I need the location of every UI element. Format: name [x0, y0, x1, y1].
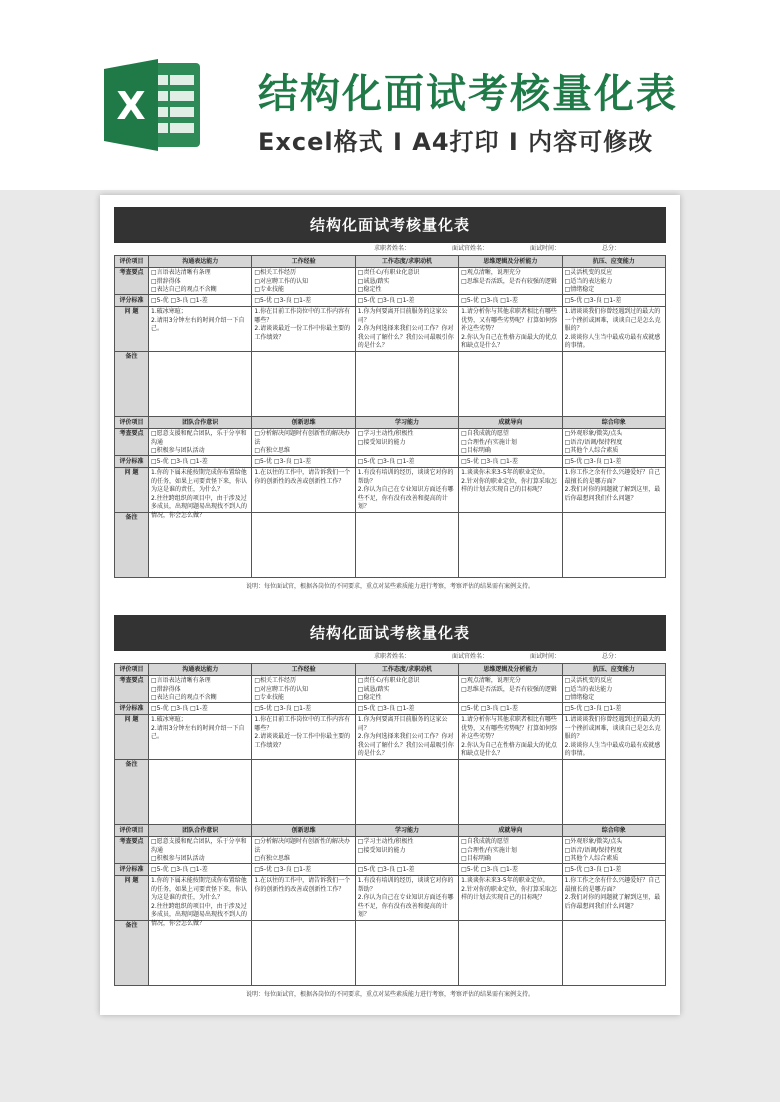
standard-cell[interactable]: □5-优 □3-良 □1-差 [149, 295, 252, 307]
question-cell: 1.请分析你与其他求职者相比有哪些优势，又有哪些劣势呢？打算如何弥补这些劣势？ 2.你认为自己在性格方面最大的优点和缺点是什么？ [461, 716, 558, 757]
question-row [115, 468, 666, 513]
label-item: 评价项目 [115, 825, 149, 837]
label-remark: 备注 [115, 760, 149, 825]
remark-cell[interactable] [562, 352, 665, 417]
points-cell: □愿意支援和配合团队，乐于分享和沟通 □积极参与团队活动 [151, 838, 247, 862]
label-remark: 备注 [115, 513, 149, 578]
label-remark: 备注 [115, 921, 149, 986]
standard-cell[interactable]: □5-优 □3-良 □1-差 [252, 456, 355, 468]
label-points: 考查要点 [115, 837, 149, 864]
question-cell: 1.在以往的工作中，请告诉我们一个你的创新性的改善或创新性工作？ [254, 877, 351, 893]
header-row [115, 664, 666, 676]
points-cell: □责任心/有职业化意识 □诚恳/踏实 □稳定性 [357, 677, 420, 701]
banner [0, 0, 780, 190]
column-header: 抗压、应变能力 [562, 256, 665, 268]
interviewer-name-label: 面试官姓名： [451, 245, 488, 252]
label-question: 问 题 [115, 876, 149, 921]
points-cell: □学习主动性/积极性 □接受知识的能力 [357, 430, 414, 446]
column-header: 抗压、应变能力 [562, 664, 665, 676]
column-header: 工作经验 [252, 664, 355, 676]
document-page [100, 195, 680, 1015]
interview-time-label: 面试时间： [529, 653, 560, 660]
remark-cell[interactable] [355, 352, 458, 417]
evaluation-table [114, 663, 666, 986]
label-points: 考查要点 [115, 676, 149, 703]
column-header: 综合印象 [562, 825, 665, 837]
remark-cell[interactable] [562, 921, 665, 986]
question-cell: 1.谈谈你未来3-5年的职业定位。 2.针对你的职业定位，你打算采取怎样的计划去实现自己的目标呢？ [461, 469, 557, 493]
standard-cell[interactable]: □5-优 □3-良 □1-差 [355, 456, 458, 468]
points-cell: □学习主动性/积极性 □接受知识的能力 [357, 838, 414, 854]
column-header: 工作态度/求职动机 [355, 256, 458, 268]
label-question: 问 题 [115, 468, 149, 513]
question-cell: 1.你的下属未能按期完成你布置给他的任务，如果上司要责怪下来，你认为这是谁的责任，为什么？ 2.往往跨组织的项目中，由于涉及过多成员，出现问题易出现找不到人的情况，你会怎么做？ [151, 877, 248, 927]
question-cell: 1.你工作之余有什么兴趣爱好？自己最擅长的是哪方面？ 2.我们对你的问题就了解到这里，最后你最想问我们什么问题？ [564, 469, 661, 502]
standard-cell[interactable]: □5-优 □3-良 □1-差 [252, 864, 355, 876]
points-cell: □灵活机变的反应 □适当的表达能力 □情绪稳定 [564, 269, 613, 293]
column-header: 成就导向 [459, 825, 562, 837]
question-cell: 1.你在目前工作岗位中的工作内容有哪些？ 2.请谈谈最近一份工作中你最主要的工作绩效？ [254, 716, 351, 749]
label-points: 考查要点 [115, 268, 149, 295]
column-header: 团队合作意识 [149, 417, 252, 429]
column-header: 思维逻辑及分析能力 [459, 256, 562, 268]
remark-cell[interactable] [459, 352, 562, 417]
remark-cell[interactable] [149, 352, 252, 417]
standard-row [115, 703, 666, 715]
banner-title: 结构化面试考核量化表 [258, 71, 678, 117]
label-item: 评价项目 [115, 417, 149, 429]
standard-cell[interactable]: □5-优 □3-良 □1-差 [355, 864, 458, 876]
points-cell: □观点清晰，说理充分 □思维是否活跃，是否有较强的逻辑 [461, 269, 557, 285]
question-cell: 1.请谈谈我们你曾经遇到过的最大的一个挫折或困难，谈谈自己是怎么克服的？ 2.谈谈你人生当中最成功最有成就感的事情。 [564, 716, 661, 757]
question-cell: 1.你的下属未能按期完成你布置给他的任务，如果上司要责怪下来，你认为这是谁的责任，为什么？ 2.往往跨组织的项目中，由于涉及过多成员，出现问题易出现找不到人的情况，你会怎么做？ [151, 469, 248, 519]
form-meta [114, 243, 666, 255]
standard-row [115, 456, 666, 468]
total-score-label: 总分： [601, 653, 620, 660]
standard-cell[interactable]: □5-优 □3-良 □1-差 [562, 295, 665, 307]
remark-cell[interactable] [149, 760, 252, 825]
form-note: 说明：每位面试官，根据各岗位的不同要求，重点对某些素质能力进行考察，考察评估的结果需有案例支持。 [245, 991, 534, 998]
remark-cell[interactable] [252, 352, 355, 417]
label-remark: 备注 [115, 352, 149, 417]
points-cell: □观点清晰，说理充分 □思维是否活跃，是否有较强的逻辑 [461, 677, 557, 693]
header-row [115, 256, 666, 268]
question-row [115, 715, 666, 760]
column-header: 工作经验 [252, 256, 355, 268]
question-cell: 1.破冰寒暄； 2.请用3分钟左右的时间介绍一下自己。 [151, 716, 245, 740]
form-title: 结构化面试考核量化表 [114, 207, 666, 243]
question-cell: 1.有没有培训的经历，谈谈它对你的帮助？ 2.你认为自己在专业知识方面还有哪些不足，你有没有改善和提高的计划？ [357, 469, 454, 510]
remark-row [115, 921, 666, 986]
interview-form [114, 207, 666, 590]
standard-cell[interactable]: □5-优 □3-良 □1-差 [252, 295, 355, 307]
remark-cell[interactable] [562, 513, 665, 578]
standard-cell[interactable]: □5-优 □3-良 □1-差 [562, 864, 665, 876]
label-question: 问 题 [115, 307, 149, 352]
question-cell: 1.有没有培训的经历，谈谈它对你的帮助？ 2.你认为自己在专业知识方面还有哪些不足，你有没有改善和提高的计划？ [357, 877, 454, 918]
standard-cell[interactable]: □5-优 □3-良 □1-差 [562, 456, 665, 468]
standard-cell[interactable]: □5-优 □3-良 □1-差 [459, 295, 562, 307]
column-header: 沟通表达能力 [149, 664, 252, 676]
remark-cell[interactable] [252, 921, 355, 986]
remark-row [115, 513, 666, 578]
points-cell: □言语表达清晰有条理 □措辞得体 □表达自己的观点不含糊 [151, 269, 217, 293]
question-cell: 1.请分析你与其他求职者相比有哪些优势，又有哪些劣势呢？打算如何弥补这些劣势？ 2.你认为自己在性格方面最大的优点和缺点是什么？ [461, 308, 558, 349]
question-cell: 1.你为何要离开目前服务的这家公司？ 2.你为何选择来我们公司工作？你对我公司了解什么？我们公司最吸引你的是什么？ [357, 308, 454, 349]
remark-cell[interactable] [459, 760, 562, 825]
column-header: 思维逻辑及分析能力 [459, 664, 562, 676]
points-cell: □分析解决问题时有创新性的解决办法 □有独立思维 [254, 430, 351, 454]
label-item: 评价项目 [115, 256, 149, 268]
standard-row [115, 295, 666, 307]
label-question: 问 题 [115, 715, 149, 760]
question-cell: 1.你为何要离开目前服务的这家公司？ 2.你为何选择来我们公司工作？你对我公司了解什么？我们公司最吸引你的是什么？ [357, 716, 454, 757]
question-cell: 1.请谈谈我们你曾经遇到过的最大的一个挫折或困难，谈谈自己是怎么克服的？ 2.谈谈你人生当中最成功最有成就感的事情。 [564, 308, 661, 349]
remark-cell[interactable] [355, 513, 458, 578]
excel-icon [100, 55, 205, 155]
question-cell: 1.你工作之余有什么兴趣爱好？自己最擅长的是哪方面？ 2.我们对你的问题就了解到这里，最后你最想问我们什么问题？ [564, 877, 661, 910]
banner-subtitle: Excel格式 Ⅰ A4打印 Ⅰ 内容可修改 [258, 128, 654, 156]
form-meta [114, 651, 666, 663]
column-header: 学习能力 [355, 825, 458, 837]
label-standard: 评分标准 [115, 456, 149, 468]
points-cell: □相关工作经历 □对应聘工作的认知 □专业技能 [254, 677, 309, 701]
standard-cell[interactable]: □5-优 □3-良 □1-差 [149, 864, 252, 876]
remark-cell[interactable] [562, 760, 665, 825]
column-header: 工作态度/求职动机 [355, 664, 458, 676]
points-row [115, 837, 666, 864]
candidate-name-label: 求职者姓名： [373, 245, 410, 252]
standard-cell[interactable]: □5-优 □3-良 □1-差 [149, 456, 252, 468]
points-cell: □自我成就的愿望 □合理性/有实施计划 □目标明确 [461, 838, 517, 862]
question-cell: 1.破冰寒暄； 2.请用3分钟左右的时间介绍一下自己。 [151, 308, 245, 332]
interview-form [114, 615, 666, 998]
standard-cell[interactable]: □5-优 □3-良 □1-差 [355, 295, 458, 307]
label-points: 考查要点 [115, 429, 149, 456]
remark-cell[interactable] [149, 513, 252, 578]
form-note: 说明：每位面试官，根据各岗位的不同要求，重点对某些素质能力进行考察，考察评估的结果需有案例支持。 [245, 583, 534, 590]
column-header: 综合印象 [562, 417, 665, 429]
label-standard: 评分标准 [115, 295, 149, 307]
remark-cell[interactable] [459, 921, 562, 986]
excel-icon-letter: X [116, 84, 146, 128]
header-row [115, 825, 666, 837]
remark-cell[interactable] [149, 921, 252, 986]
points-cell: □自我成就的愿望 □合理性/有实施计划 □目标明确 [461, 430, 517, 454]
points-row [115, 676, 666, 703]
standard-cell[interactable]: □5-优 □3-良 □1-差 [252, 703, 355, 715]
points-row [115, 429, 666, 456]
column-header: 创新思维 [252, 825, 355, 837]
remark-row [115, 760, 666, 825]
remark-row [115, 352, 666, 417]
remark-cell[interactable] [355, 760, 458, 825]
question-cell: 1.在以往的工作中，请告诉我们一个你的创新性的改善或创新性工作？ [254, 469, 351, 485]
column-header: 成就导向 [459, 417, 562, 429]
standard-cell[interactable]: □5-优 □3-良 □1-差 [355, 703, 458, 715]
header-row [115, 417, 666, 429]
standard-cell[interactable]: □5-优 □3-良 □1-差 [459, 703, 562, 715]
question-cell: 1.你在目前工作岗位中的工作内容有哪些？ 2.请谈谈最近一份工作中你最主要的工作绩效？ [254, 308, 351, 341]
standard-cell[interactable]: □5-优 □3-良 □1-差 [459, 864, 562, 876]
remark-cell[interactable] [252, 513, 355, 578]
question-row [115, 307, 666, 352]
column-header: 创新思维 [252, 417, 355, 429]
points-cell: □分析解决问题时有创新性的解决办法 □有独立思维 [254, 838, 351, 862]
standard-cell[interactable]: □5-优 □3-良 □1-差 [459, 456, 562, 468]
points-cell: □言语表达清晰有条理 □措辞得体 □表达自己的观点不含糊 [151, 677, 217, 701]
column-header: 学习能力 [355, 417, 458, 429]
remark-cell[interactable] [459, 513, 562, 578]
points-cell: □灵活机变的反应 □适当的表达能力 □情绪稳定 [564, 677, 613, 701]
evaluation-table [114, 255, 666, 578]
points-row [115, 268, 666, 295]
total-score-label: 总分： [601, 245, 620, 252]
points-cell: □愿意支援和配合团队，乐于分享和沟通 □积极参与团队活动 [151, 430, 247, 454]
points-cell: □外观形象/微笑/点头 □语音/语调/保持程度 □其他个人综合素质 [564, 838, 623, 862]
label-item: 评价项目 [115, 664, 149, 676]
standard-cell[interactable]: □5-优 □3-良 □1-差 [562, 703, 665, 715]
label-standard: 评分标准 [115, 864, 149, 876]
candidate-name-label: 求职者姓名： [373, 653, 410, 660]
interviewer-name-label: 面试官姓名： [451, 653, 488, 660]
remark-cell[interactable] [252, 760, 355, 825]
interview-time-label: 面试时间： [529, 245, 560, 252]
points-cell: □相关工作经历 □对应聘工作的认知 □专业技能 [254, 269, 309, 293]
points-cell: □外观形象/微笑/点头 □语音/语调/保持程度 □其他个人综合素质 [564, 430, 623, 454]
column-header: 团队合作意识 [149, 825, 252, 837]
label-standard: 评分标准 [115, 703, 149, 715]
form-title: 结构化面试考核量化表 [114, 615, 666, 651]
standard-cell[interactable]: □5-优 □3-良 □1-差 [149, 703, 252, 715]
remark-cell[interactable] [355, 921, 458, 986]
question-cell: 1.谈谈你未来3-5年的职业定位。 2.针对你的职业定位，你打算采取怎样的计划去实现自己的目标呢？ [461, 877, 557, 901]
standard-row [115, 864, 666, 876]
points-cell: □责任心/有职业化意识 □诚恳/踏实 □稳定性 [357, 269, 420, 293]
question-row [115, 876, 666, 921]
column-header: 沟通表达能力 [149, 256, 252, 268]
